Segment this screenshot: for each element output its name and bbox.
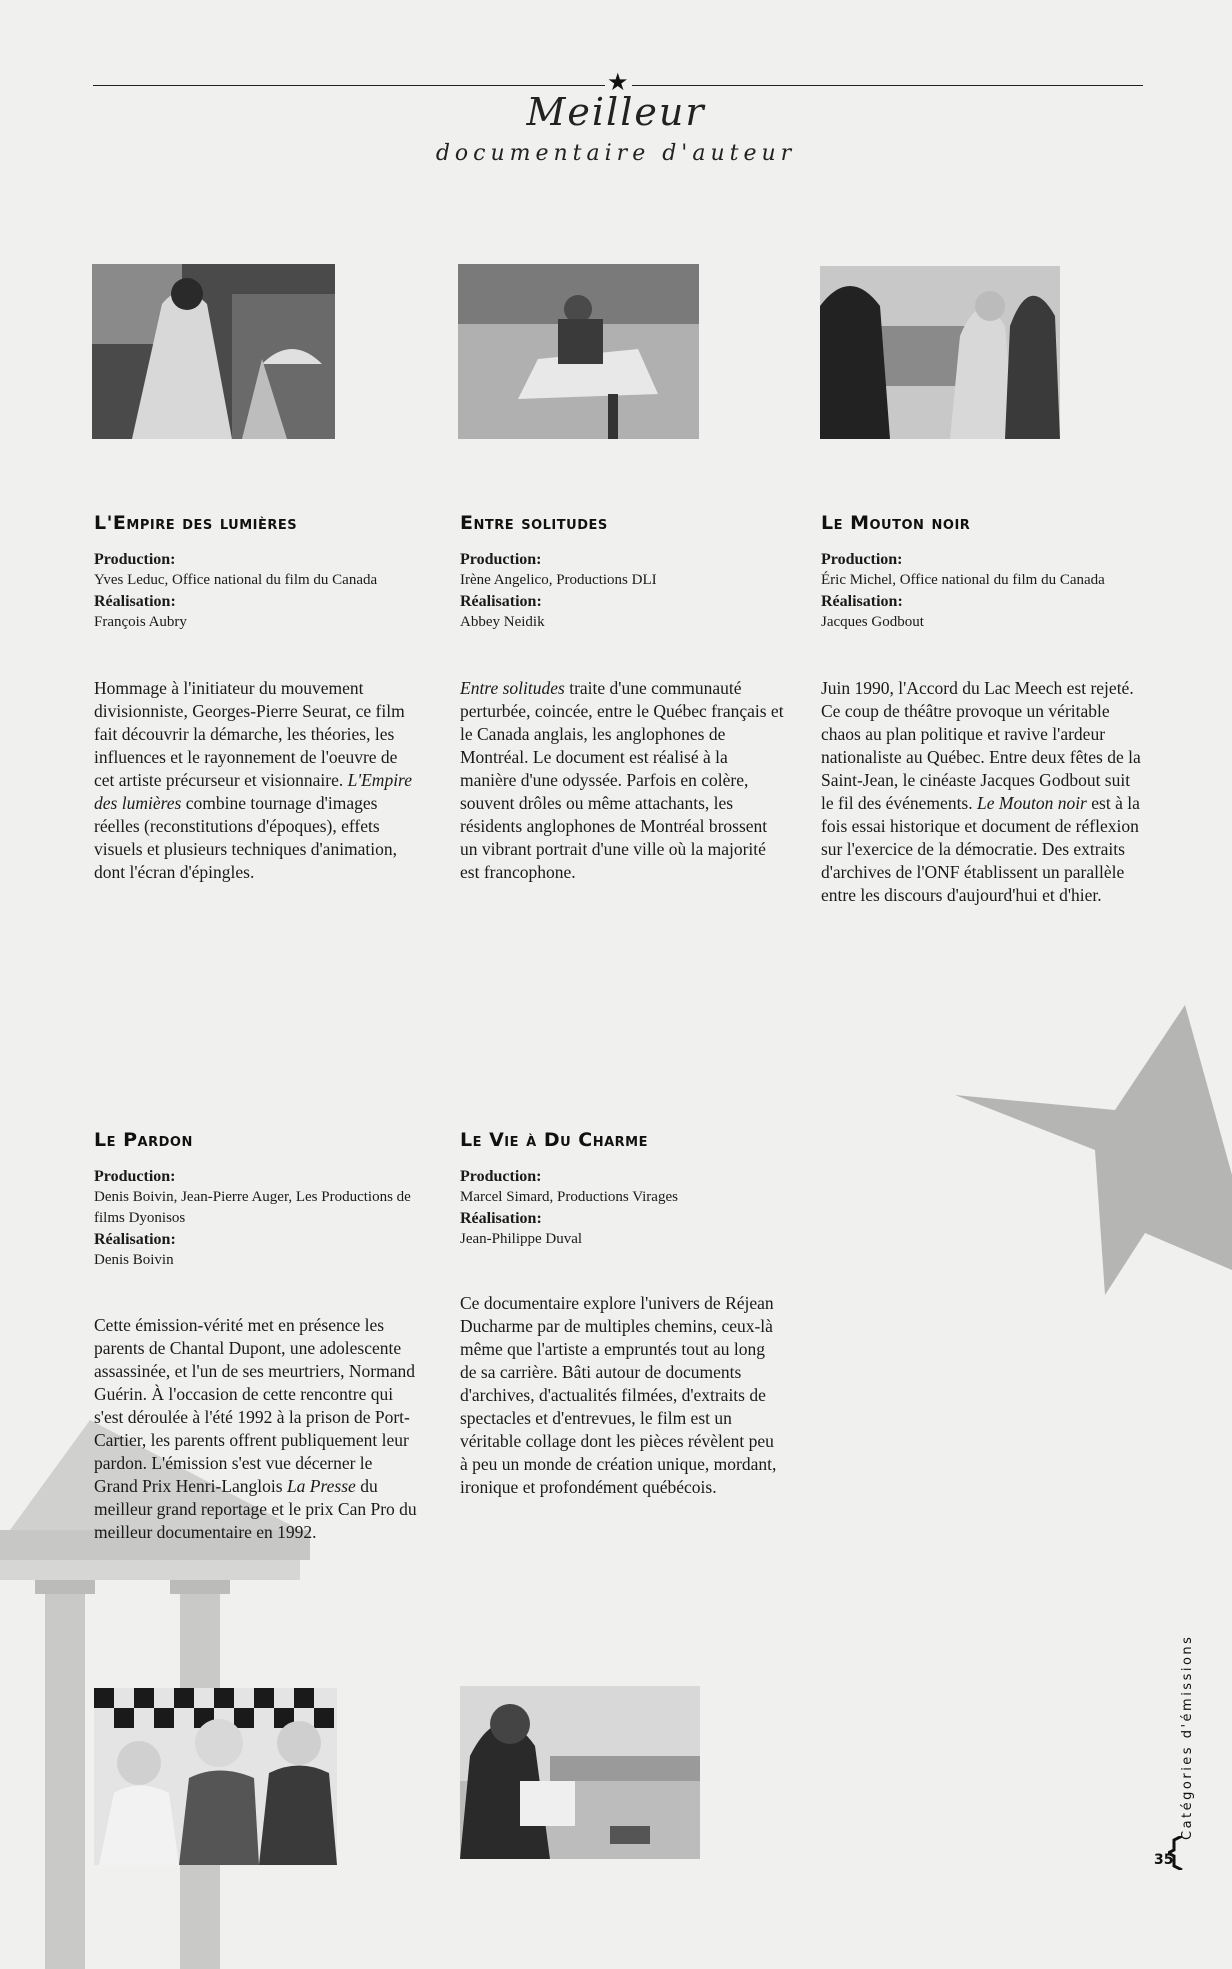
film-title: Le Mouton noir [821, 512, 971, 534]
realisation-label: Réalisation: [821, 593, 903, 610]
film-credits [821, 549, 1151, 633]
description-text: est à la fois essai historique et document de réflexion sur l'exercice de la démocratie. Des extraits d'archives de l'ONF établissent un parallèle entre les discours d'aujourd'hui et d'hier. [821, 793, 1140, 905]
description-italic-title: La Presse [286, 1476, 356, 1496]
photo-le-pardon [94, 1688, 337, 1865]
description-text: Cette émission-vérité met en présence les parents de Chantal Dupont, une adolescente assassinée, et l'un de ses meurtriers, Normand Guérin. À l'occasion de cette rencontre qui s'est déroulée à l'été 1992 à la prison de Port-Cartier, les parents offrent publiquement leur pardon. L'émission s'est vue décerner le Grand Prix Henri-Langlois [94, 1315, 415, 1496]
production-label: Production: [460, 551, 542, 568]
realisation-value: François Aubry [94, 614, 187, 630]
header-star-icon: ★ [607, 68, 629, 96]
production-label: Production: [460, 1168, 542, 1185]
film-description [94, 1314, 419, 1544]
production-label: Production: [821, 551, 903, 568]
production-label: Production: [94, 551, 176, 568]
film-description [460, 677, 785, 884]
realisation-value: Abbey Neidik [460, 614, 545, 630]
film-credits [460, 549, 780, 633]
description-italic-title: L'Empire des lumières [94, 770, 412, 813]
header-rule-left [93, 85, 605, 86]
realisation-label: Réalisation: [460, 593, 542, 610]
page-number: 35 [1154, 1852, 1174, 1868]
production-value: Irène Angelico, Productions DLI [460, 572, 657, 588]
film-credits [94, 1166, 414, 1271]
film-credits [94, 549, 414, 633]
film-credits [460, 1166, 780, 1250]
description-text: Hommage à l'initiateur du mouvement divisionniste, Georges-Pierre Seurat, ce film fait découvrir la démarche, les théories, les influences et le rayonnement de l'oeuvre de cet artiste précurseur et visionnaire. [94, 678, 405, 790]
realisation-value: Jacques Godbout [821, 614, 924, 630]
realisation-label: Réalisation: [94, 593, 176, 610]
photo-empire-des-lumieres [92, 264, 335, 439]
film-title: L'Empire des lumières [94, 512, 298, 534]
background-star-icon [955, 1005, 1232, 1295]
production-value: Marcel Simard, Productions Virages [460, 1189, 678, 1205]
film-description [94, 677, 419, 884]
page-subtitle: documentaire d'auteur [435, 141, 797, 166]
photo-le-vie-a-du-charme [460, 1686, 700, 1859]
production-label: Production: [94, 1168, 176, 1185]
film-title: Le Vie à Du Charme [460, 1129, 648, 1151]
description-text: combine tournage d'images réelles (reconstitutions d'époques), effets visuels et plusieurs techniques d'animation, dont l'écran d'épingles. [94, 793, 398, 882]
header-rule-right [632, 85, 1143, 86]
description-italic-title: Le Mouton noir [977, 793, 1087, 813]
section-side-label: Catégories d'émissions [1180, 1634, 1195, 1840]
production-value: Yves Leduc, Office national du film du Canada [94, 572, 378, 588]
production-value: Denis Boivin, Jean-Pierre Auger, Les Productions de films Dyonisos [94, 1189, 411, 1226]
description-text: Ce documentaire explore l'univers de Réjean Ducharme par de multiples chemins, ceux-là même que l'artiste a empruntés tout au long de sa carrière. Bâti autour de documents d'archives, d'actualités filmées, d'extraits de spectacles et d'entrevues, le film est un véritable collage dont les pièces révèlent peu à peu un monde de création unique, mordant, ironique et profondément québécois. [460, 1293, 777, 1497]
film-description [460, 1292, 785, 1499]
realisation-value: Denis Boivin [94, 1252, 174, 1268]
realisation-label: Réalisation: [94, 1231, 176, 1248]
film-title: Le Pardon [94, 1129, 193, 1151]
realisation-label: Réalisation: [460, 1210, 542, 1227]
film-title: Entre solitudes [460, 512, 608, 534]
photo-le-mouton-noir [820, 266, 1060, 439]
page-bracket-icon [1168, 1836, 1184, 1870]
description-text: du meilleur grand reportage et le prix Can Pro du meilleur documentaire en 1992. [94, 1476, 417, 1542]
description-italic-title: Entre solitudes [460, 678, 565, 698]
production-value: Éric Michel, Office national du film du Canada [821, 572, 1105, 588]
description-text: Juin 1990, l'Accord du Lac Meech est rejeté. Ce coup de théâtre provoque un véritable chaos au plan politique et ravive l'ardeur nationaliste au Québec. Entre deux fêtes de la Saint-Jean, le cinéaste Jacques Godbout suit le fil des événements. [821, 678, 1141, 813]
page-title: Meilleur [526, 90, 706, 134]
description-text: traite d'une communauté perturbée, coincée, entre le Québec français et le Canada anglais, les anglophones de Montréal. Le document est réalisé à la manière d'une odyssée. Parfois en colère, souvent drôles ou même attachants, les résidents anglophones de Montréal brossent un vibrant portrait d'une ville où la majorité est francophone. [460, 678, 784, 882]
photo-entre-solitudes [458, 264, 699, 439]
film-description [821, 677, 1146, 907]
realisation-value: Jean-Philippe Duval [460, 1231, 583, 1247]
